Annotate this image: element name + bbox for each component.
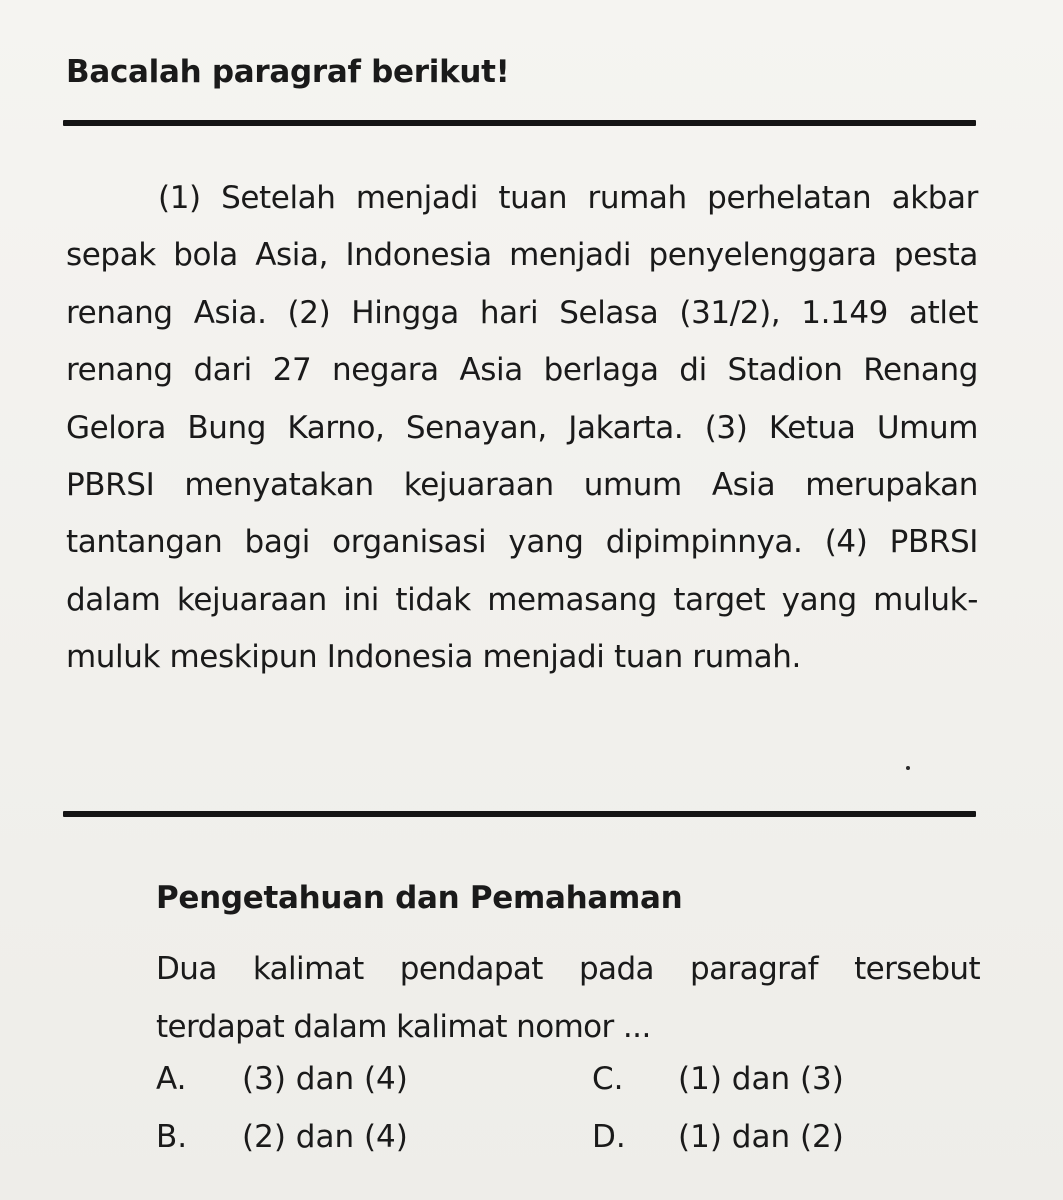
bottom-divider (63, 811, 976, 817)
section-title: Pengetahuan dan Pemahaman (156, 880, 683, 916)
option-letter: B. (156, 1119, 188, 1155)
stray-dot (906, 766, 910, 770)
passage-paragraph: (1) Setelah menjadi tuan rumah perhelatan akbar sepak bola Asia, Indonesia menjadi penyelenggara pesta renang Asia. (2) Hingga hari Selasa (31/2), 1.149 atlet renang dari 27 negara Asia berlaga di Stadion Renang Gelora Bung Karno, Senayan, Jakarta. (3) Ketua Umum PBRSI menyatakan kejuaraan umum Asia merupakan tantangan bagi organisasi yang dipimpinnya. (4) PBRSI dalam kejuaraan ini tidak memasang target yang muluk-muluk meskipun Indonesia menjadi tuan rumah. (66, 180, 978, 676)
option-text: (2) dan (4) (242, 1119, 408, 1155)
option-letter: A. (156, 1061, 187, 1097)
instruction-heading: Bacalah paragraf berikut! (66, 54, 510, 90)
question-text: Dua kalimat pendapat pada paragraf tersebut terdapat dalam kalimat nomor ... (156, 951, 980, 1045)
option-a[interactable] (156, 1050, 408, 1108)
option-text: (1) dan (3) (678, 1061, 844, 1097)
option-b[interactable] (156, 1108, 408, 1166)
option-d[interactable] (592, 1108, 844, 1166)
answer-options (156, 1050, 916, 1170)
option-text: (3) dan (4) (242, 1061, 408, 1097)
option-c[interactable] (592, 1050, 844, 1108)
top-divider (63, 120, 976, 126)
option-text: (1) dan (2) (678, 1119, 844, 1155)
option-letter: C. (592, 1061, 624, 1097)
option-letter: D. (592, 1119, 626, 1155)
